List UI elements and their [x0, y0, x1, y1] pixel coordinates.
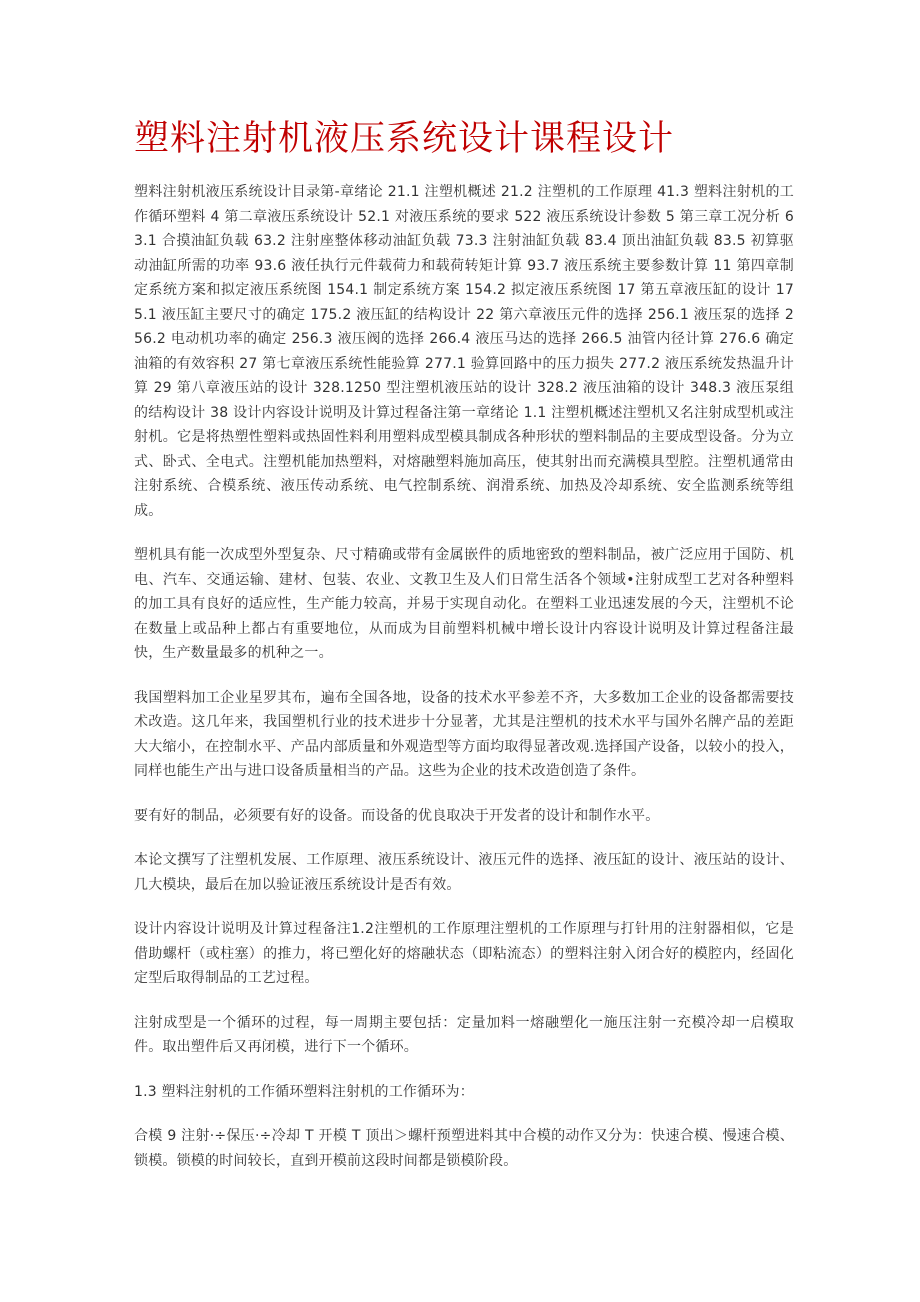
document-title: 塑料注射机液压系统设计课程设计: [134, 119, 675, 159]
paragraph-thesis-summary: 本论文撰写了注塑机发展、工作原理、液压系统设计、液压元件的选择、液压缸的设计、液压站的设计、几大模块，最后在加以验证液压系统设计是否有效。: [134, 852, 794, 893]
paragraph-applications: 塑机具有能一次成型外型复杂、尺寸精确或带有金属嵌件的质地密致的塑料制品，被广泛应用于国防、机电、汽车、交通运输、建材、包装、农业、文教卫生及人们日常生活各个领域•注射成型工艺对各种塑料的加工具有良好的适应性，生产能力较高，并易于实现自动化。在塑料工业迅速发展的今天，注塑机不论在数量上或品种上都占有重要地位，从而成为目前塑料机械中增长设计内容设计说明及计算过程备注最快，生产数量最多的机种之一。: [134, 547, 794, 661]
paragraph-working-principle: 设计内容设计说明及计算过程备注1.2注塑机的工作原理注塑机的工作原理与打针用的注射器相似，它是借助螺杆（或柱塞）的推力，将已塑化好的熔融状态（即粘流态）的塑料注射入闭合好的模腔内，经固化定型后取得制品的工艺过程。: [134, 921, 794, 986]
paragraph-molding-cycle: 注射成型是一个循环的过程，每一周期主要包括：定量加料一熔融塑化一施压注射一充模冷却一启模取件。取出塑件后又再闭模，进行下一个循环。: [134, 1014, 794, 1055]
document-page: [134, 110, 794, 1193]
paragraph-quality: 要有好的制品，必须要有好的设备。而设备的优良取决于开发者的设计和制作水平。: [134, 807, 660, 824]
paragraph-section-1-3: 1.3 塑料注射机的工作循环塑料注射机的工作循环为：: [134, 1083, 474, 1100]
paragraph-toc-intro: 塑料注射机液压系统设计目录第-章绪论 21.1 注塑机概述 21.2 注塑机的工作原理 41.3 塑料注射机的工作循环塑料 4 第二章液压系统设计 52.1 对液压系统的要求 522 液压系统设计参数 5 第三章工况分析 63.1 合摸油缸负载 63.2 注射座整体移动油缸负载 73.3 注射油缸负载 83.4 顶出油缸负载 83.5 初算驱动油缸所需的功率 93.6 液任执行元件载荷力和载荷转矩计算 93.7 液压系统主要参数计算 11 第四章制定系统方案和拟定液压系统图 154.1 制定系统方案 154.2 拟定液压系统图 17 第五章液压缸的设计 175.1 液压缸主要尺寸的确定 175.2 液压缸的结构设计 22 第六章液压元件的选择 256.1 液压泵的选择 256.2 电动机功率的确定 256.3 液压阀的选择 266.4 液压马达的选择 266.5 油管内径计算 276.6 确定油箱的有效容积 27 第七章液压系统性能验算 277.1 验算回路中的压力损失 277.2 液压系统发热温升计算 29 第八章液压站的设计 328.1250 型注塑机液压站的设计 328.2 液压油箱的设计 348.3 液压泵组的结构设计 38 设计内容设计说明及计算过程备注第一章绪论 1.1 注塑机概述注塑机又名注射成型机或注射机。它是将热塑性塑料或热固性料利用塑料成型模具制成各种形状的塑料制品的主要成型设备。分为立式、卧式、全电式。注塑机能加热塑料，对熔融塑料施加高压，使其射出而充满模具型腔。注塑机通常由注射系统、合模系统、液压传动系统、电气控制系统、润滑系统、加热及冷却系统、安全监测系统等组成。: [134, 184, 794, 519]
paragraph-domestic-industry: 我国塑料加工企业星罗其布，遍布全国各地，设备的技术水平参差不齐，大多数加工企业的设备都需要技术改造。这几年来，我国塑机行业的技术进步十分显著，尤其是注塑机的技术水平与国外名牌产品的差距大大缩小，在控制水平、产品内部质量和外观造型等方面均取得显著改观.选择国产设备，以较小的投入，同样也能生产出与进口设备质量相当的产品。这些为企业的技术改造创造了条件。: [134, 689, 794, 779]
paragraph-cycle-steps: 合模 9 注射·÷保压·÷冷却 T 开模 T 顶出＞螺杆预塑进料其中合模的动作又分为：快速合模、慢速合模、锁模。锁模的时间较长，直到开模前这段时间都是锁模阶段。: [134, 1128, 794, 1169]
